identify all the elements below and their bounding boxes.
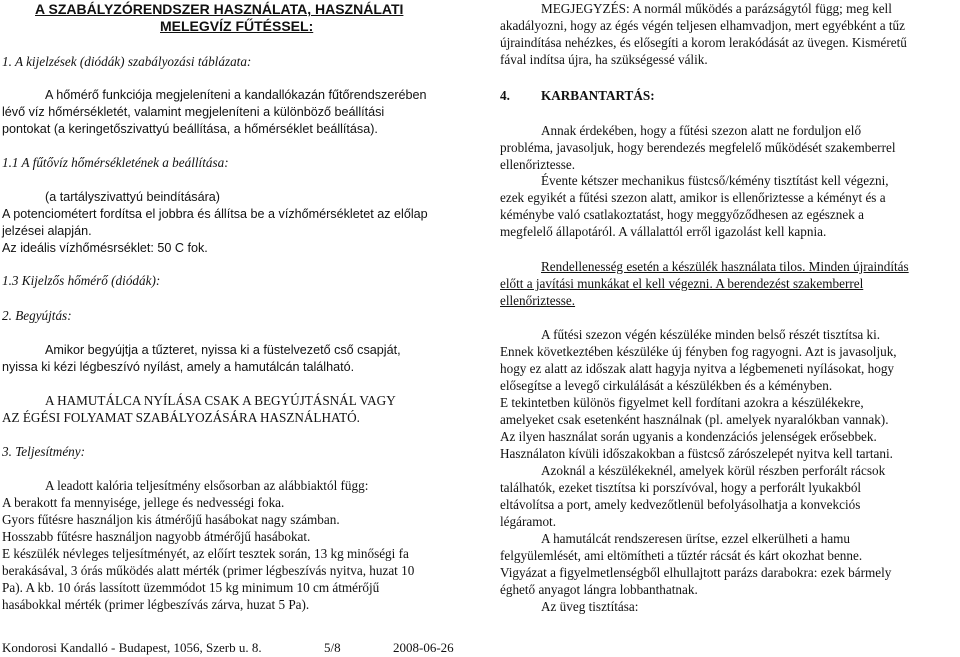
cleaning-paragraph-line: éghető anyagot lángra lobbanthatnak. — [500, 582, 698, 597]
cleaning-paragraph-line: Azoknál a készülékeknél, amelyek körül részben perforált rácsok — [541, 463, 886, 478]
cleaning-paragraph-line: Vigyázat a figyelmetlenségből elhullajtott parázs darabokra: ezek bármely — [500, 565, 892, 580]
section-4-number: 4. — [500, 88, 510, 103]
section-3-heading: 3. Teljesítmény: — [2, 444, 86, 459]
performance-paragraph-line: berakásával, 3 órás működés alatt mérték (primer légbeszívás nyitva, huzat 10 — [2, 563, 415, 578]
note-line: akadályozni, hogy az égés végén teljesen elhamvadjon, mert egyébként a tűz — [500, 18, 905, 33]
maintenance-paragraph-line: probléma, javasoljuk, hogy berendezés megfelelő működését szakemberrel — [500, 140, 896, 155]
cleaning-paragraph-line: hogy ez alatt az időszak alatt hagyja nyitva a légbemeneti nyílásokat, hogy — [500, 361, 895, 376]
hometer-paragraph-line: pontokat (a keringetőszivattyú beállítása, a hőmérséklet beállítása). — [2, 122, 378, 136]
maintenance-paragraph-line: Annak érdekében, hogy a fűtési szezon alatt ne forduljon elő — [541, 123, 862, 138]
section-2-heading: 2. Begyújtás: — [2, 308, 72, 323]
performance-paragraph-line: Pa). A kb. 10 órás lassított üzemmódot 15 kg minimum 10 cm átmérőjű — [2, 580, 380, 595]
cleaning-paragraph-line: Ennek következtében készüléke új fényben fog ragyogni. Azt is javasoljuk, — [500, 344, 897, 359]
setting-paragraph-line: (a tartályszivattyú beindítására) — [45, 190, 220, 204]
hometer-paragraph-line: lévő víz hőmérsékletét, valamint megjeleníteni a különböző beállítási — [2, 105, 385, 119]
note-line: fával indítsa újra, ha szükségessé válik. — [500, 52, 708, 67]
note-line: MEGJEGYZÉS: A normál működés a parázságytól függ; meg kell — [541, 1, 892, 16]
maintenance-paragraph-line: ezek egyikét a fűtési szezon alatt, amikor is ellenőriztesse a kéményt és a — [500, 190, 886, 205]
warning-underlined-line: ellenőriztesse. — [500, 293, 576, 308]
setting-paragraph-line: jelzései alapján. — [2, 224, 92, 238]
performance-paragraph-line: A leadott kalória teljesítmény elsősorban az alábbiaktól függ: — [45, 478, 369, 493]
warning-line: A HAMUTÁLCA NYÍLÁSA CSAK A BEGYÚJTÁSNÁL VAGY — [45, 393, 396, 408]
footer-company: Kondorosi Kandalló - Budapest, 1056, Szerb u. 8. — [2, 640, 262, 655]
maintenance-paragraph-line: megfelelő állapotáról. A vállalattól erről igazolást kell kapnia. — [500, 224, 827, 239]
cleaning-paragraph-line: A hamutálcát rendszeresen ürítse, ezzel elkerülheti a hamu — [541, 531, 851, 546]
performance-paragraph-line: Gyors fűtésre használjon kis átmérőjű hasábokat nagy számban. — [2, 512, 340, 527]
cleaning-paragraph-line: E tekintetben különös figyelmet kell fordítani azokra a készülékekre, — [500, 395, 864, 410]
performance-paragraph-line: A berakott fa mennyisége, jellege és nedvességi foka. — [2, 495, 285, 510]
cleaning-paragraph-line: A fűtési szezon végén készüléke minden belső részét tisztítsa ki. — [541, 327, 881, 342]
setting-paragraph-line: A potenciométert fordítsa el jobbra és állítsa be a vízhőmérsékletet az előlap — [2, 207, 428, 221]
ignition-paragraph-line: Amikor begyújtja a tűzteret, nyissa ki a füstelvezető cső csapját, — [45, 343, 401, 357]
section-1-1-heading: 1.1 A fűtővíz hőmérsékletének a beállítása: — [2, 155, 229, 170]
hometer-paragraph-line: A hőmérő funkciója megjeleníteni a kandallókazán fűtőrendszerében — [45, 88, 427, 102]
cleaning-paragraph-line: eltávolítsa a port, amely kedvezőtlenül befolyásolhatja a konvekciós — [500, 497, 861, 512]
cleaning-paragraph-line: elősegítse a levegő cirkulálását a készülékben és a kéményben. — [500, 378, 833, 393]
maintenance-paragraph-line: kéménybe való csatlakoztatást, hogy meggyőződhesen az egésznek a — [500, 207, 864, 222]
cleaning-paragraph-line: Használaton kívüli időszakokban a füstcső zárószelepét nyitva kell tartani. — [500, 446, 893, 461]
setting-paragraph-line: Az ideális vízhőmésrséklet: 50 C fok. — [2, 241, 208, 255]
performance-paragraph-line: E készülék névleges teljesítményét, az előírt tesztek során, 13 kg minőségi fa — [2, 546, 409, 561]
performance-paragraph-line: hasábokkal mérték (primer légbeszívás zárva, huzat 5 Pa). — [2, 597, 310, 612]
maintenance-paragraph-line: ellenőriztesse. — [500, 157, 576, 172]
performance-paragraph-line: Hosszabb fűtésre használjon nagyobb átmérőjű hasábokat. — [2, 529, 311, 544]
section-4-title: KARBANTARTÁS: — [541, 88, 655, 103]
footer-page-number: 5/8 — [324, 640, 341, 655]
title-line-2: MELEGVÍZ FŰTÉSSEL: — [160, 18, 314, 34]
title-line-1: A SZABÁLYZÓRENDSZER HASZNÁLATA, HASZNÁLATI — [35, 1, 404, 17]
cleaning-paragraph-line: felgyülemlését, ami eltömítheti a tűztér rácsát és kárt okozhat benne. — [500, 548, 863, 563]
maintenance-paragraph-line: Évente kétszer mechanikus füstcső/kémény tisztítást kell végezni, — [541, 173, 889, 188]
ignition-paragraph-line: nyissa ki kézi légbeszívó nyílást, amely a hamutálcán található. — [2, 360, 355, 374]
warning-underlined-line: Rendellenesség esetén a készülék használata tilos. Minden újraindítás — [541, 259, 909, 274]
warning-underlined-line: előtt a javítási munkákat el kell végezni. A berendezést szakemberrel — [500, 276, 864, 291]
note-line: újraindítása nehézkes, és elősegíti a korom lerakódását az üvegen. Kisméretű — [500, 35, 907, 50]
section-1-heading: 1. A kijelzések (diódák) szabályozási táblázata: — [2, 54, 252, 69]
cleaning-paragraph-line: Az ilyen használat során ugyanis a kondenzációs jelenségek erősebbek. — [500, 429, 877, 444]
section-1-3-heading: 1.3 Kijelzős hőmérő (diódák): — [2, 273, 161, 288]
cleaning-paragraph-line: amelyeket csak esetenként használnak (pl. amelyek nyaralókban vannak). — [500, 412, 889, 427]
cleaning-paragraph-line: légáramot. — [500, 514, 557, 529]
footer-date: 2008-06-26 — [393, 640, 454, 655]
cleaning-paragraph-line: Az üveg tisztítása: — [541, 599, 639, 614]
cleaning-paragraph-line: találhatók, ezeket tisztítsa ki porszívóval, hogy a perforált lyukakból — [500, 480, 862, 495]
warning-line: AZ ÉGÉSI FOLYAMAT SZABÁLYOZÁSÁRA HASZNÁLHATÓ. — [2, 410, 360, 425]
